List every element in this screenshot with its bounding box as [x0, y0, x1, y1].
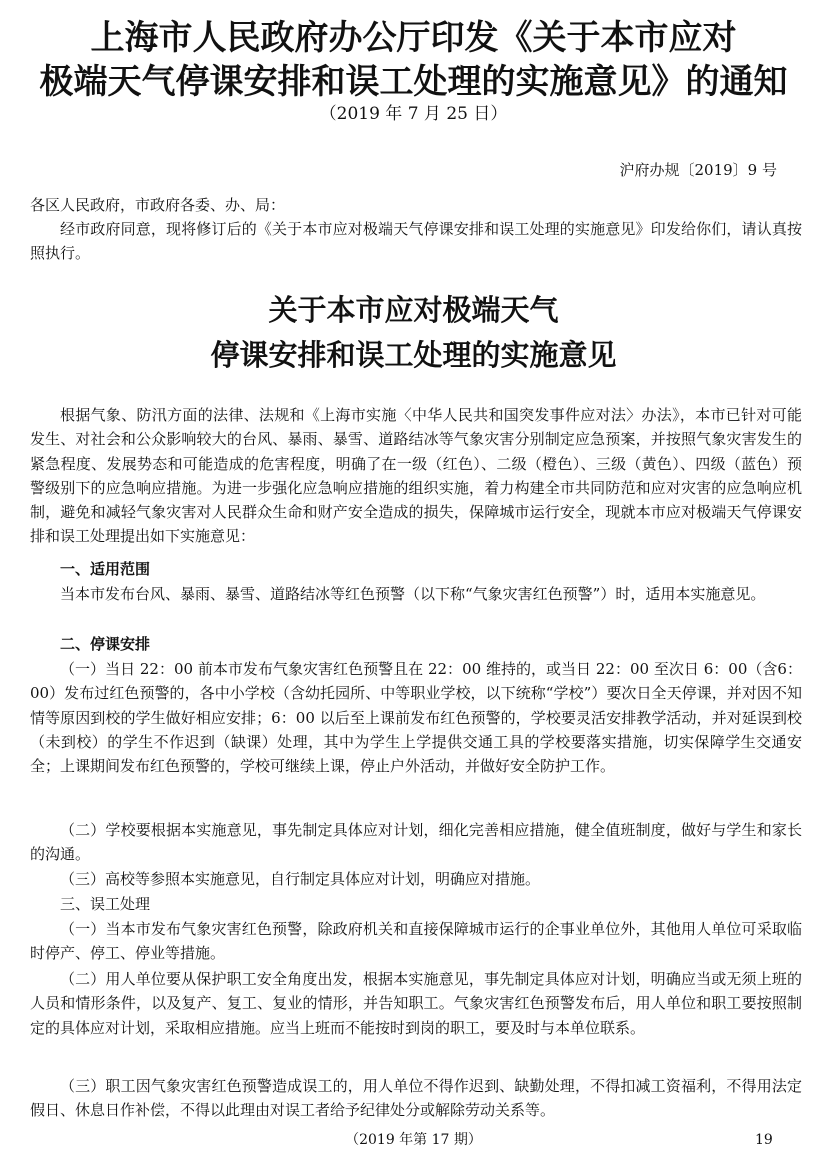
section-2-heading: 二、停课安排	[60, 635, 151, 653]
notice-recipients: 各区人民政府，市政府各委、办、局：	[30, 196, 286, 214]
section-3-heading: 三、误工处理	[60, 895, 151, 913]
section-2-item-1: （一）当日 22：00 前本市发布气象灾害红色预警且在 22：00 维持的，或当日 22：00 至次日 6：00（含6：00）发布过红色预警的，各中小学校（含幼托园所、中等职业学校，以下统称“学校”）要次日全天停课，并对因不知情等原因到校的学生做好相应安排；6：00 以后至上课前发布红色预警的，学校要灵活安排教学活动，并对延误到校（未到校）的学生不作迟到（缺课）处理，其中为学生上学提供交通工具的学校要落实措施，切实保障学生交通安全；上课期间发布红色预警的，学校可继续上课，停止户外活动，并做好安全防护工作。	[30, 660, 802, 776]
notice-title-line-1: 上海市人民政府办公厅印发《关于本市应对	[90, 18, 737, 58]
section-1-text: 当本市发布台风、暴雨、暴雪、道路结冰等红色预警（以下称“气象灾害红色预警”）时，适用本实施意见。	[60, 585, 766, 603]
opinion-title-line-1: 关于本市应对极端天气	[268, 293, 559, 327]
issue-footer: （2019 年第 17 期）	[345, 1132, 482, 1148]
opinion-intro: 根据气象、防汛方面的法律、法规和《上海市实施〈中华人民共和国突发事件应对法〉办法》，本市已针对可能发生、对社会和公众影响较大的台风、暴雨、暴雪、道路结冰等气象灾害分别制定应急预案，并按照气象灾害发生的紧急程度、发展势态和可能造成的危害程度，明确了在一级（红色）、二级（橙色）、三级（黄色）、四级（蓝色）预警级别下的应急响应措施。为进一步强化应急响应措施的组织实施，着力构建全市共同防范和应对灾害的应急响应机制，避免和减轻气象灾害对人民群众生命和财产安全造成的损失，保障城市运行安全，现就本市应对极端天气停课安排和误工处理提出如下实施意见：	[30, 406, 802, 546]
issue-date: （2019 年 7 月 25 日）	[319, 104, 508, 124]
section-3-item-1: （一）当本市发布气象灾害红色预警，除政府机关和直接保障城市运行的企事业单位外，其他用人单位可采取临时停产、停工、停业等措施。	[30, 920, 802, 963]
section-3-item-3: （三）职工因气象灾害红色预警造成误工的，用人单位不得作迟到、缺勤处理，不得扣减工资福利，不得用法定假日、休息日作补偿，不得以此理由对误工者给予纪律处分或解除劳动关系等。	[30, 1077, 802, 1120]
section-1-heading: 一、适用范围	[60, 560, 151, 578]
opinion-title-line-2: 停课安排和误工处理的实施意见	[210, 338, 617, 372]
notice-title-line-2: 极端天气停课安排和误工处理的实施意见》的通知	[39, 62, 788, 102]
section-3-item-2: （二）用人单位要从保护职工安全角度出发，根据本实施意见，事先制定具体应对计划，明确应当或无须上班的人员和情形条件，以及复产、复工、复业的情形，并告知职工。气象灾害红色预警发布后，用人单位和职工要按照制定的具体应对计划，采取相应措施。应当上班而不能按时到岗的职工，要及时与本单位联系。	[30, 970, 802, 1037]
document-number: 沪府办规〔2019〕9 号	[619, 161, 777, 179]
section-2-item-3: （三）高校等参照本实施意见，自行制定具体应对计划，明确应对措施。	[60, 870, 541, 888]
page-number: 19	[755, 1132, 773, 1148]
section-2-item-2: （二）学校要根据本实施意见，事先制定具体应对计划，细化完善相应措施，健全值班制度，做好与学生和家长的沟通。	[30, 821, 802, 864]
notice-body: 经市政府同意，现将修订后的《关于本市应对极端天气停课安排和误工处理的实施意见》印发给你们，请认真按照执行。	[30, 220, 802, 263]
